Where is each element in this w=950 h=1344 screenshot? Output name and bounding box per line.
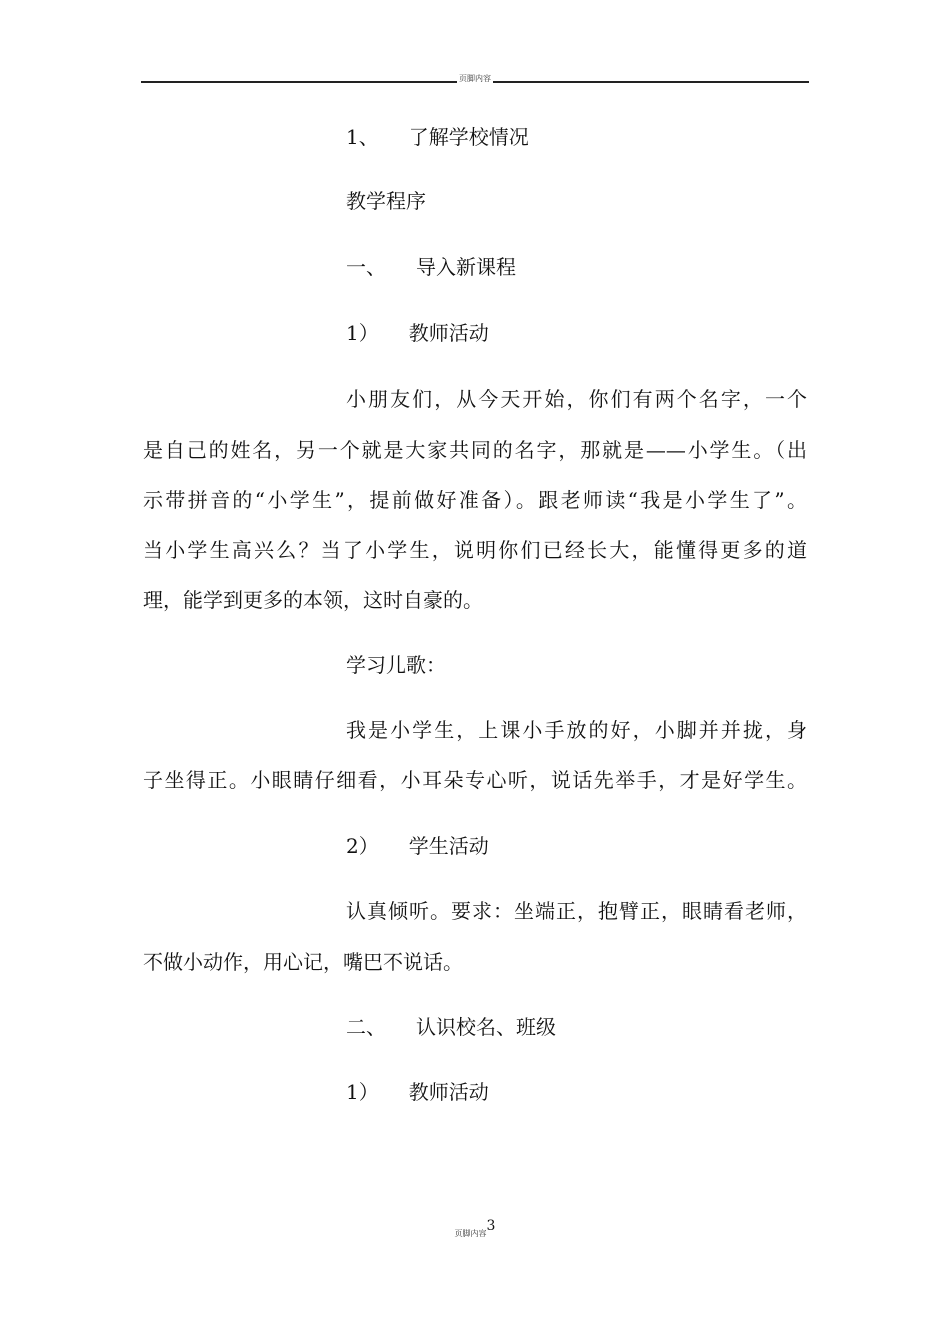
subsection-title: 学生活动 — [408, 834, 489, 858]
list-item-heading — [346, 124, 529, 150]
paragraph-line: 子坐得正。小眼睛仔细看，小耳朵专心听，说话先举手，才是好学生。 — [143, 768, 807, 792]
paragraph-line: 我是小学生，上课小手放的好，小脚并并拢，身 — [346, 718, 807, 742]
subsection-heading — [346, 833, 489, 859]
section-marker: 一、 — [346, 255, 386, 279]
section-title: 认识校名、班级 — [416, 1015, 556, 1039]
list-marker: 1、 — [346, 125, 379, 149]
page-header — [0, 74, 950, 84]
section-marker: 二、 — [346, 1015, 386, 1039]
subsection-heading — [346, 1079, 489, 1105]
section-title: 导入新课程 — [416, 255, 516, 279]
subsection-title: 教师活动 — [408, 1080, 489, 1104]
section-heading-1 — [346, 254, 516, 280]
subsection-marker: 1） — [346, 1080, 379, 1104]
paragraph-line: 认真倾听。要求：坐端正，抱臂正，眼睛看老师， — [346, 899, 807, 923]
paragraph-line: 不做小动作，用心记，嘴巴不说话。 — [143, 950, 463, 974]
subsection-heading — [346, 320, 489, 346]
list-item-text: 了解学校情况 — [408, 125, 529, 149]
section-heading: 教学程序 — [346, 189, 426, 213]
paragraph-line: 当小学生高兴么？当了小学生，说明你们已经长大，能懂得更多的道 — [143, 538, 807, 562]
paragraph-line: 理，能学到更多的本领，这时自豪的。 — [143, 588, 483, 612]
subsection-marker: 2） — [346, 834, 379, 858]
header-label: 页脚内容 — [459, 74, 491, 83]
subsection-title: 教师活动 — [408, 321, 489, 345]
subsection-marker: 1） — [346, 321, 379, 345]
subheading-song: 学习儿歌： — [346, 653, 446, 677]
paragraph-line: 是自己的姓名，另一个就是大家共同的名字，那就是——小学生。（出 — [143, 438, 807, 462]
page-number: 3 — [486, 1218, 496, 1234]
paragraph-line: 小朋友们，从今天开始，你们有两个名字，一个 — [346, 387, 807, 411]
footer-label: 页脚内容 — [454, 1229, 487, 1238]
section-heading-2 — [346, 1014, 556, 1040]
paragraph-line: 示带拼音的“小学生”，提前做好准备）。跟老师读“我是小学生了”。 — [143, 488, 807, 512]
page-footer — [0, 1218, 950, 1239]
